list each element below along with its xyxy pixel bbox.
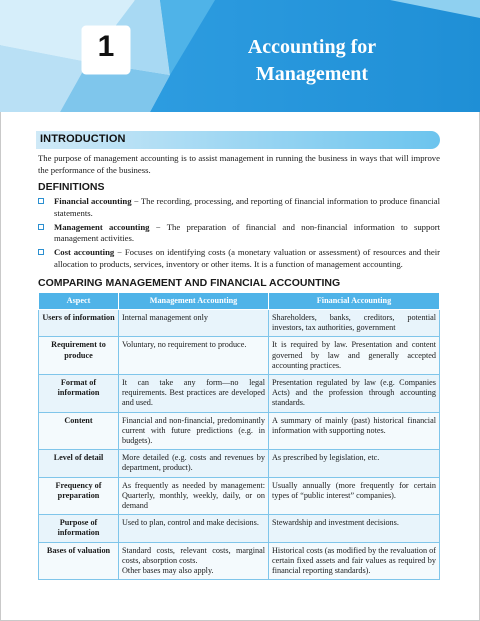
aspect-cell: Users of information [39, 310, 119, 337]
management-cell: It can take any form—no legal requirements. Best practices are developed and used. [119, 375, 269, 413]
table-row [39, 375, 440, 413]
aspect-cell: Frequency of preparation [39, 477, 119, 515]
financial-cell: Presentation regulated by law (e.g. Companies Acts) and the profession through accounting standards. [269, 375, 440, 413]
column-header-financial: Financial Accounting [269, 293, 440, 310]
financial-cell: It is required by law. Presentation and content governed by law and generally accepted accounting practices. [269, 337, 440, 375]
aspect-cell: Requirement to produce [39, 337, 119, 375]
aspect-cell: Purpose of information [39, 515, 119, 542]
chapter-title [222, 34, 402, 88]
introduction-heading: INTRODUCTION [40, 133, 126, 145]
definition-item [38, 196, 440, 219]
definition-item [38, 222, 440, 245]
definitions-heading: DEFINITIONS [38, 181, 105, 193]
financial-cell: Historical costs (as modified by the revaluation of certain fixed assets and fair values as required by financial reporting standards). [269, 542, 440, 580]
management-cell: Internal management only [119, 310, 269, 337]
definition-text: − The recording, processing, and reporting of financial information to produce financial statements. [54, 196, 440, 218]
management-cell: More detailed (e.g. costs and revenues by department, product). [119, 450, 269, 477]
table-row [39, 337, 440, 375]
definition-term: Financial accounting [54, 196, 132, 206]
aspect-cell: Content [39, 412, 119, 450]
table-header-row [39, 293, 440, 310]
financial-cell: A summary of mainly (past) historical financial information with supporting notes. [269, 412, 440, 450]
table-row [39, 310, 440, 337]
management-cell: Used to plan, control and make decisions. [119, 515, 269, 542]
management-cell: Financial and non-financial, predominantly current with future predictions (e.g. in budgets). [119, 412, 269, 450]
definition-text: − Focuses on identifying costs (a monetary valuation or assessment) of resources and their allocation to products, services, inventory or other items. It is a function of management accounting. [54, 247, 441, 269]
comparing-heading: COMPARING MANAGEMENT AND FINANCIAL ACCOUNTING [38, 277, 341, 289]
table-row [39, 477, 440, 515]
management-cell-extra: Other bases may also apply. [122, 566, 214, 576]
financial-cell: Shareholders, banks, creditors, potential investors, tax authorities, government [269, 310, 440, 337]
financial-cell: As prescribed by legislation, etc. [269, 450, 440, 477]
comparison-table [38, 292, 440, 580]
chapter-title-line1: Accounting for [247, 36, 377, 58]
management-cell: As frequently as needed by management: Quarterly, monthly, weekly, daily, or on demand [119, 477, 269, 515]
financial-cell: Usually annually (more frequently for certain types of “public interest” companies). [269, 477, 440, 515]
table-row [39, 515, 440, 542]
management-cell-text: Standard costs, relevant costs, marginal costs, absorption costs. [122, 545, 265, 565]
column-header-aspect: Aspect [39, 293, 119, 310]
management-cell [119, 542, 269, 580]
definition-term: Management accounting [54, 221, 150, 232]
definitions-list [38, 196, 440, 273]
aspect-cell: Format of information [39, 375, 119, 413]
square-bullet-icon [38, 249, 44, 255]
financial-cell: Stewardship and investment decisions. [269, 515, 440, 542]
management-cell: Voluntary, no requirement to produce. [119, 337, 269, 375]
square-bullet-icon [38, 224, 44, 230]
definition-text: − The preparation of financial and non-financial information to support management activities. [54, 221, 441, 243]
aspect-cell: Bases of valuation [39, 542, 119, 580]
definition-term: Cost accounting [54, 247, 115, 257]
introduction-banner [36, 131, 440, 149]
chapter-number: 1 [97, 30, 115, 63]
table-row [39, 450, 440, 477]
column-header-management: Management Accounting [119, 293, 269, 310]
table-row [39, 412, 440, 450]
square-bullet-icon [38, 198, 44, 204]
definition-item [38, 247, 440, 270]
table-row [39, 542, 440, 580]
chapter-title-line2: Management [255, 63, 369, 85]
aspect-cell: Level of detail [39, 450, 119, 477]
introduction-text: The purpose of management accounting is to assist management in running the business in ways that will improve the performance of the business. [38, 153, 440, 175]
